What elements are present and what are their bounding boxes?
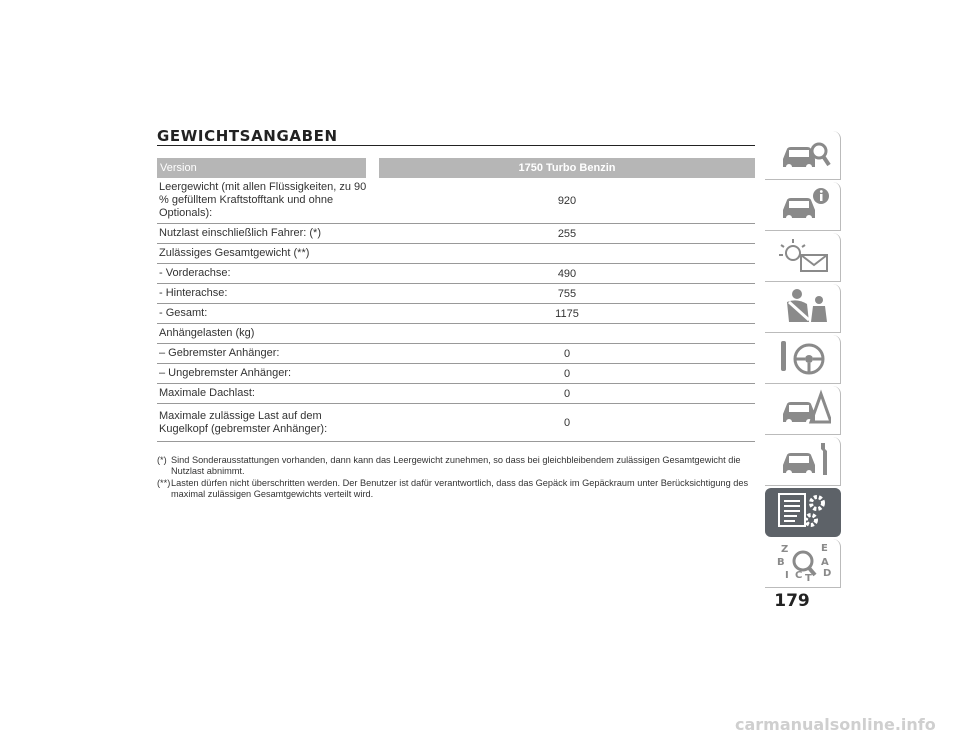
- svg-text:C: C: [794, 569, 802, 581]
- chapter-tab[interactable]: [765, 437, 841, 486]
- row-label: Anhängelasten (kg): [159, 327, 255, 339]
- car-magnifier-icon: [775, 133, 831, 178]
- chapter-tab[interactable]: [765, 284, 841, 333]
- row-label: - Gesamt:: [159, 307, 208, 319]
- footnote: [157, 478, 757, 500]
- row-value: 0: [563, 387, 571, 400]
- table-header: [157, 158, 755, 178]
- chapter-tab[interactable]: [765, 488, 841, 537]
- chapter-tab[interactable]: [765, 131, 841, 180]
- footnote: [157, 455, 757, 477]
- person-seatbelt-icon: [775, 286, 831, 331]
- chapter-tab[interactable]: [765, 386, 841, 435]
- chapter-tabs: [765, 131, 842, 590]
- svg-text:B: B: [776, 556, 785, 568]
- svg-text:A: A: [820, 556, 829, 568]
- table-row: [157, 178, 755, 224]
- svg-text:E: E: [820, 542, 828, 554]
- document-gears-icon: [775, 490, 831, 535]
- footnote-text: Lasten dürfen nicht überschritten werden. Der Benutzer ist dafür verantwortlich, dass das Gepäck im Gepäckraum unter Berücksichtigung des maximal zulässigen Gesamtgewichts verteilt wird.: [171, 478, 749, 499]
- row-label: Maximale zulässige Last auf dem Kugelkopf (gebremster Anhänger):: [159, 409, 328, 435]
- table-row: [157, 284, 755, 304]
- table-row: [157, 264, 755, 284]
- row-value: 490: [557, 267, 577, 280]
- row-label: - Hinterachse:: [159, 287, 228, 299]
- weights-table: [157, 158, 755, 442]
- title-rule: [157, 145, 755, 146]
- footnote-text: Sind Sonderausstattungen vorhanden, dann kann das Leergewicht zunehmen, so dass bei gleichbleibendem zulässigen Gesamtgewicht die Nutzlast abnimmt.: [171, 455, 741, 476]
- warning-light-envelope-icon: [775, 235, 831, 280]
- chapter-tab[interactable]: [765, 539, 841, 588]
- car-wrench-icon: [775, 439, 831, 484]
- table-row: [157, 224, 755, 244]
- row-label: – Ungebremster Anhänger:: [159, 367, 292, 379]
- row-label: Nutzlast einschließlich Fahrer: (*): [159, 227, 321, 239]
- row-label: Leergewicht (mit allen Flüssigkeiten, zu 90 % gefülltem Kraftstofftank und ohne Optionals):: [159, 181, 367, 219]
- steering-wheel-icon: [775, 337, 831, 382]
- row-label: – Gebremster Anhänger:: [159, 347, 280, 359]
- svg-text:I: I: [784, 569, 789, 581]
- footnote-mark: (**): [157, 478, 171, 488]
- footnotes: [157, 455, 757, 501]
- page-title: GEWICHTSANGABEN: [157, 127, 338, 145]
- header-version-value: 1750 Turbo Benzin: [379, 158, 755, 178]
- row-label: Maximale Dachlast:: [159, 387, 255, 399]
- table-row: [157, 324, 755, 344]
- footnote-mark: (*): [157, 455, 167, 465]
- table-row: [157, 364, 755, 384]
- svg-text:D: D: [822, 567, 831, 579]
- row-label: Zulässiges Gesamtgewicht (**): [159, 247, 310, 259]
- svg-text:Z: Z: [780, 543, 788, 555]
- page-number: 179: [774, 591, 810, 611]
- row-value: 755: [557, 287, 577, 300]
- row-value: 255: [557, 227, 577, 240]
- table-row: [157, 244, 755, 264]
- row-value: 1175: [555, 307, 579, 320]
- header-version-label: Version: [157, 158, 366, 178]
- chapter-tab[interactable]: [765, 335, 841, 384]
- table-row: [157, 344, 755, 364]
- table-row: [157, 384, 755, 404]
- car-warning-triangle-icon: [775, 388, 831, 433]
- alphabet-index-icon: [775, 541, 831, 586]
- footer-watermark: carmanualsonline.info: [735, 715, 936, 734]
- row-value: 0: [563, 367, 571, 380]
- chapter-tab[interactable]: [765, 233, 841, 282]
- car-info-icon: [775, 184, 831, 229]
- row-label: - Vorderachse:: [159, 267, 231, 279]
- row-value: 0: [563, 416, 571, 429]
- row-value: 0: [563, 347, 571, 360]
- table-body: [157, 178, 755, 442]
- chapter-tab[interactable]: [765, 182, 841, 231]
- svg-text:T: T: [804, 572, 812, 581]
- row-value: 920: [557, 194, 577, 207]
- table-row: [157, 304, 755, 324]
- table-row: [157, 404, 755, 442]
